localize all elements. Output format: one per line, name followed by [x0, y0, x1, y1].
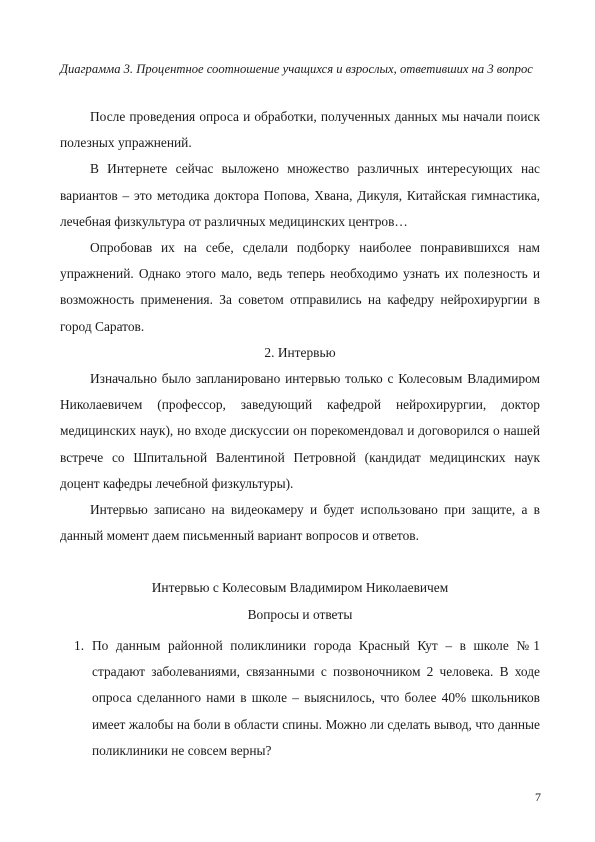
- main-text: [60, 104, 540, 628]
- paragraph: После проведения опроса и обработки, полученных данных мы начали поиск полезных упражнений.: [60, 109, 540, 151]
- question-item: [60, 633, 540, 764]
- page-number: 7: [535, 790, 541, 804]
- interview-title: Интервью с Колесовым Владимиром Николаевичем: [151, 580, 449, 596]
- question-list: [60, 633, 540, 764]
- interview-subtitle: Вопросы и ответы: [247, 606, 353, 622]
- paragraph: В Интернете сейчас выложено множество различных интересующих нас вариантов – это методика доктора Попова, Хвана, Дикуля, Китайская гимнастика, лечебная физкультура от различных медицинских центров…: [60, 161, 540, 229]
- spacer: [60, 549, 540, 575]
- paragraph: Опробовав их на себе, сделали подборку наиболее понравившихся нам упражнений. Однако этого мало, ведь теперь необходимо узнать их полезность и возможность применения. За советом отправились на кафедру нейрохирургии в город Саратов.: [60, 240, 540, 334]
- paragraph: Интервью записано на видеокамеру и будет использовано при защите, а в данный момент даем письменный вариант вопросов и ответов.: [60, 502, 540, 544]
- figure-caption: Диаграмма 3. Процентное соотношение учащихся и взрослых, ответивших на 3 вопрос: [60, 62, 533, 76]
- question-text: По данным районной поликлиники города Красный Кут – в школе №1 страдают заболеваниями, связанными с позвоночником 2 человека. В ходе опроса сделанного нами в школе – выяснилось, что более 40% школьников имеет жалобы на боли в области спины. Можно ли сделать вывод, что данные поликлиники не совсем верны?: [92, 638, 540, 758]
- section-heading: 2. Интервью: [264, 344, 336, 360]
- paragraph: Изначально было запланировано интервью только с Колесовым Владимиром Николаевичем (профессор, заведующий кафедрой нейрохирургии, доктор медицинских наук), но входе дискуссии он порекомендовал и договорился о нашей встрече со Шпитальной Валентиной Петровной (кандидат медицинских наук доцент кафедры лечебной физкультуры).: [60, 371, 540, 491]
- question-number: 1.: [74, 638, 85, 653]
